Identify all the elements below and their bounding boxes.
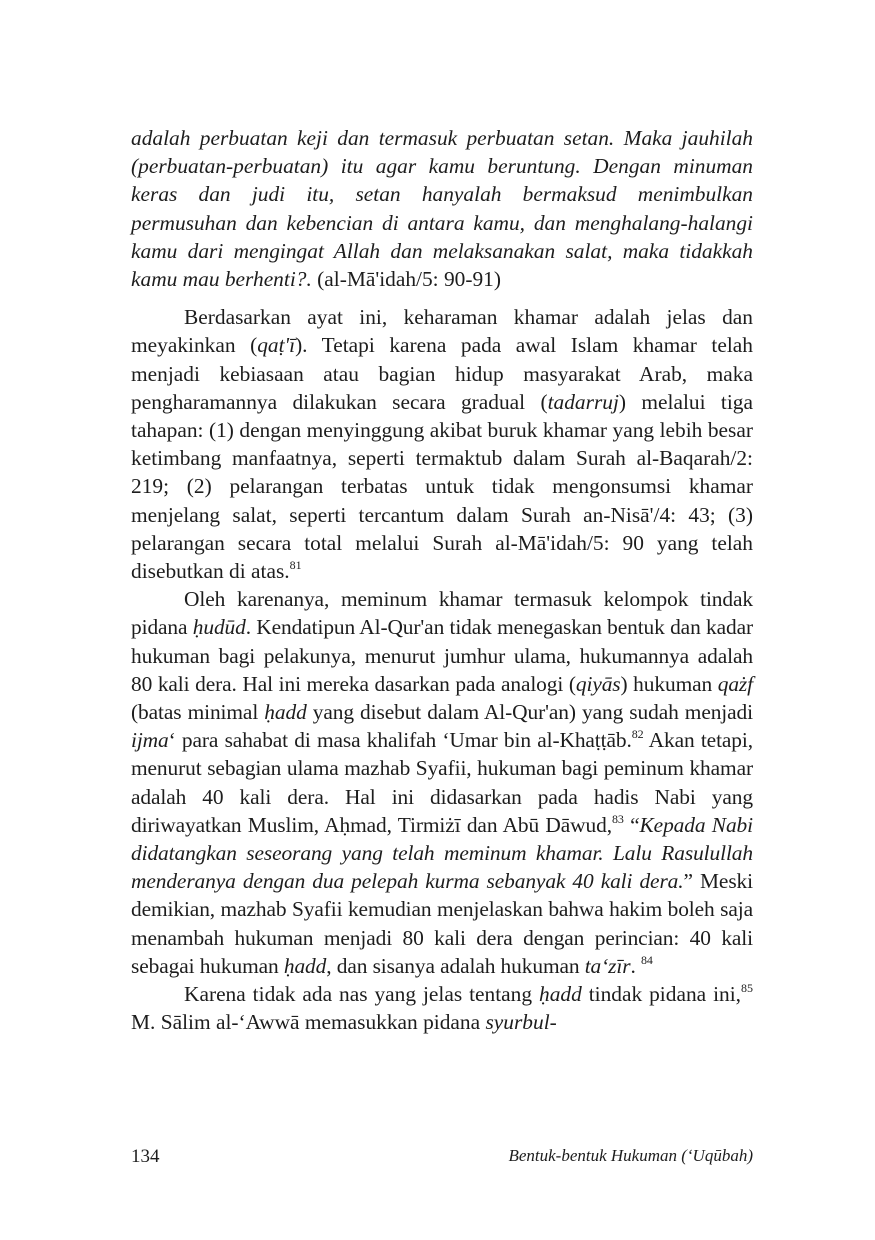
p2-text-9: ” Meski demikian, mazhab Syafii kemudian menjelaskan bahwa hakim boleh saja menambah hukuman menjadi 80 kali dera dengan perincian: 40 kali sebagai hukuman — [131, 869, 753, 978]
p3-text-2: tindak pidana ini, — [581, 982, 741, 1007]
p3-text-3: M. Sālim al-‘Awwā memasukkan pidana — [131, 1010, 486, 1035]
p2-term-tazir: ta‘zīr — [584, 953, 631, 978]
p2-hadith-quote: Kepada Nabi didatangkan seseorang yang telah meminum khamar. Lalu Rasulullah menderanya dengan dua pelepah kurma sebanyak 40 kali dera. — [131, 812, 753, 894]
quote-reference: (al-Mā'idah/5: 90-91) — [311, 267, 501, 292]
footnote-ref-83: 83 — [611, 811, 624, 826]
footnote-ref-81: 81 — [289, 558, 302, 573]
p2-text-11: . — [630, 953, 641, 978]
p2-text-4: (batas minimal — [131, 700, 265, 725]
p2-term-qiyas: qiyās — [575, 671, 621, 696]
p2-text-1: Oleh karenanya, meminum khamar termasuk kelompok tindak pidana — [131, 587, 753, 640]
p1-term-qati: qaṭ'ī — [257, 333, 296, 358]
footnote-ref-84: 84 — [640, 952, 653, 967]
p2-term-hadd: ḥadd — [264, 700, 307, 725]
p2-text-5: yang disebut dalam Al-Qur'an) yang sudah menjadi — [306, 700, 753, 725]
p1-text-2: ). Tetapi karena pada awal Islam khamar telah menjadi kebiasaan atau bagian hidup masyarakat Arab, maka pengharamannya dilakukan secara gradual ( — [131, 333, 753, 414]
p1-text-3: ) melalui tiga tahapan: (1) dengan menyinggung akibat buruk khamar yang lebih besar ketimbang manfaatnya, seperti termaktub dalam Surah al-Baqarah/2: 219; (2) pelarangan terbatas untuk tidak mengonsumsi khamar menjelang salat, seperti tercantum dalam Surah an-Nisā'/4: 43; (3) pelarangan secara total melalui Surah al-Mā'idah/5: 90 yang telah disebutkan di atas. — [131, 389, 753, 584]
p2-term-qazf: qażf — [717, 671, 753, 696]
p2-text-8: “ — [623, 812, 640, 837]
footnote-ref-82: 82 — [631, 727, 644, 742]
p1-term-tadarruj: tadarruj — [547, 389, 619, 414]
paragraph-1 — [131, 303, 753, 585]
paragraph-2 — [131, 585, 753, 980]
p2-text-3: ) hukuman — [620, 671, 718, 696]
p3-text-1: Karena tidak ada nas yang jelas tentang — [184, 982, 539, 1007]
paragraph-3 — [131, 980, 753, 1036]
running-title: Bentuk-bentuk Hukuman (‘Uqūbah) — [508, 1146, 753, 1165]
quran-translation-quote — [131, 124, 753, 293]
footnote-ref-85: 85 — [741, 981, 753, 996]
p2-text-7: Akan tetapi, menurut sebagian ulama mazhab Syafii, hukuman bagi peminum khamar adalah 40 kali dera. Hal ini didasarkan pada hadis Nabi yang diriwayatkan Muslim, Aḥmad, Tirmiżī dan Abū Dāwud, — [131, 728, 753, 837]
p1-text-1: Berdasarkan ayat ini, keharaman khamar adalah jelas dan meyakinkan ( — [131, 305, 753, 358]
p2-text-6: ‘ para sahabat di masa khalifah ‘Umar bin al-Khaṭṭāb. — [168, 728, 632, 753]
p3-term-syurbul: syurbul- — [485, 1010, 557, 1035]
page-body — [131, 124, 753, 1037]
page-number: 134 — [131, 1146, 160, 1167]
p2-term-hadd-2: ḥadd — [283, 953, 327, 978]
p2-text-2: . Kendatipun Al-Qur'an tidak menegaskan bentuk dan kadar hukuman bagi pelakunya, menurut jumhur ulama, hukumannya adalah 80 kali dera. Hal ini mereka dasarkan pada analogi ( — [131, 615, 753, 696]
p3-term-hadd: ḥadd — [539, 982, 582, 1007]
page-footer — [131, 1146, 753, 1170]
p2-term-hudud: ḥudūd — [192, 615, 246, 640]
p2-term-ijma: ijma — [131, 728, 169, 753]
p2-text-10: , dan sisanya adalah hukuman — [326, 953, 585, 978]
quote-text: adalah perbuatan keji dan termasuk perbuatan setan. Maka jauhilah (perbuatan-perbuatan) itu agar kamu beruntung. Dengan minuman keras dan judi itu, setan hanyalah bermaksud menimbulkan permusuhan dan kebencian di antara kamu, dan menghalang-halangi kamu dari mengingat Allah dan melaksanakan salat, maka tidakkah kamu mau berhenti?. — [131, 126, 753, 292]
